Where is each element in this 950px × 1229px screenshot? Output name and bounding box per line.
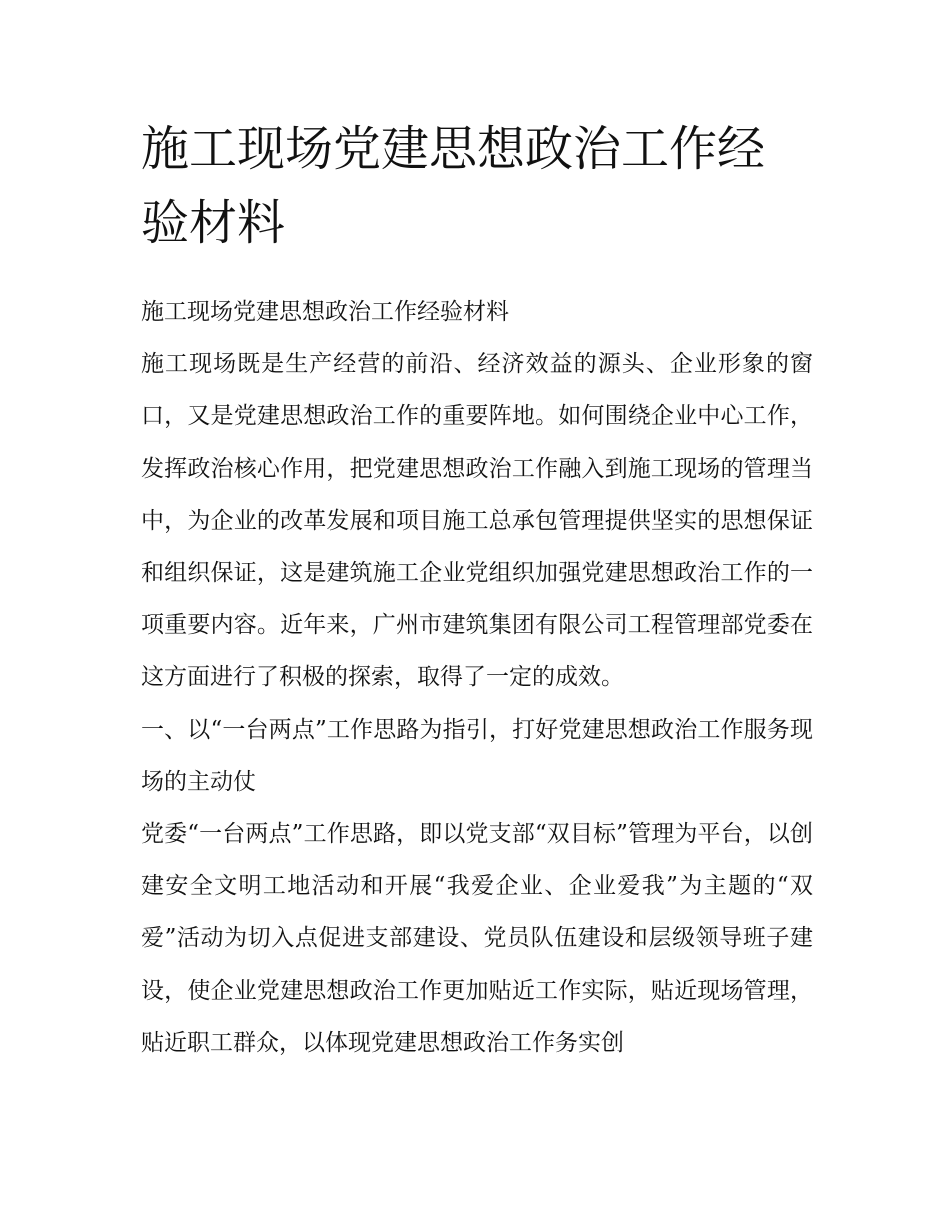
document-body [141, 286, 813, 1069]
document-page [141, 112, 813, 1069]
section-heading: 一、以“一台两点”工作思路为指引，打好党建思想政治工作服务现场的主动仗 [141, 716, 813, 795]
subtitle-paragraph: 施工现场党建思想政治工作经验材料 [141, 299, 509, 325]
section-paragraph: 党委“一台两点”工作思路，即以党支部“双目标”管理为平台，以创建安全文明工地活动和开展“我爱企业、企业爱我”为主题的“双爱”活动为切入点促进支部建设、党员队伍建设和层级领导班子建设，使企业党建思想政治工作更加贴近工作实际，贴近现场管理，贴近职工群众，以体现党建思想政治工作务实创 [141, 821, 813, 1056]
document-title: 施工现场党建思想政治工作经验材料 [141, 121, 766, 251]
intro-paragraph: 施工现场既是生产经营的前沿、经济效益的源头、企业形象的窗口，又是党建思想政治工作的重要阵地。如何围绕企业中心工作，发挥政治核心作用，把党建思想政治工作融入到施工现场的管理当中，为企业的改革发展和项目施工总承包管理提供坚实的思想保证和组织保证，这是建筑施工企业党组织加强党建思想政治工作的一项重要内容。近年来，广州市建筑集团有限公司工程管理部党委在这方面进行了积极的探索，取得了一定的成效。 [141, 351, 813, 691]
